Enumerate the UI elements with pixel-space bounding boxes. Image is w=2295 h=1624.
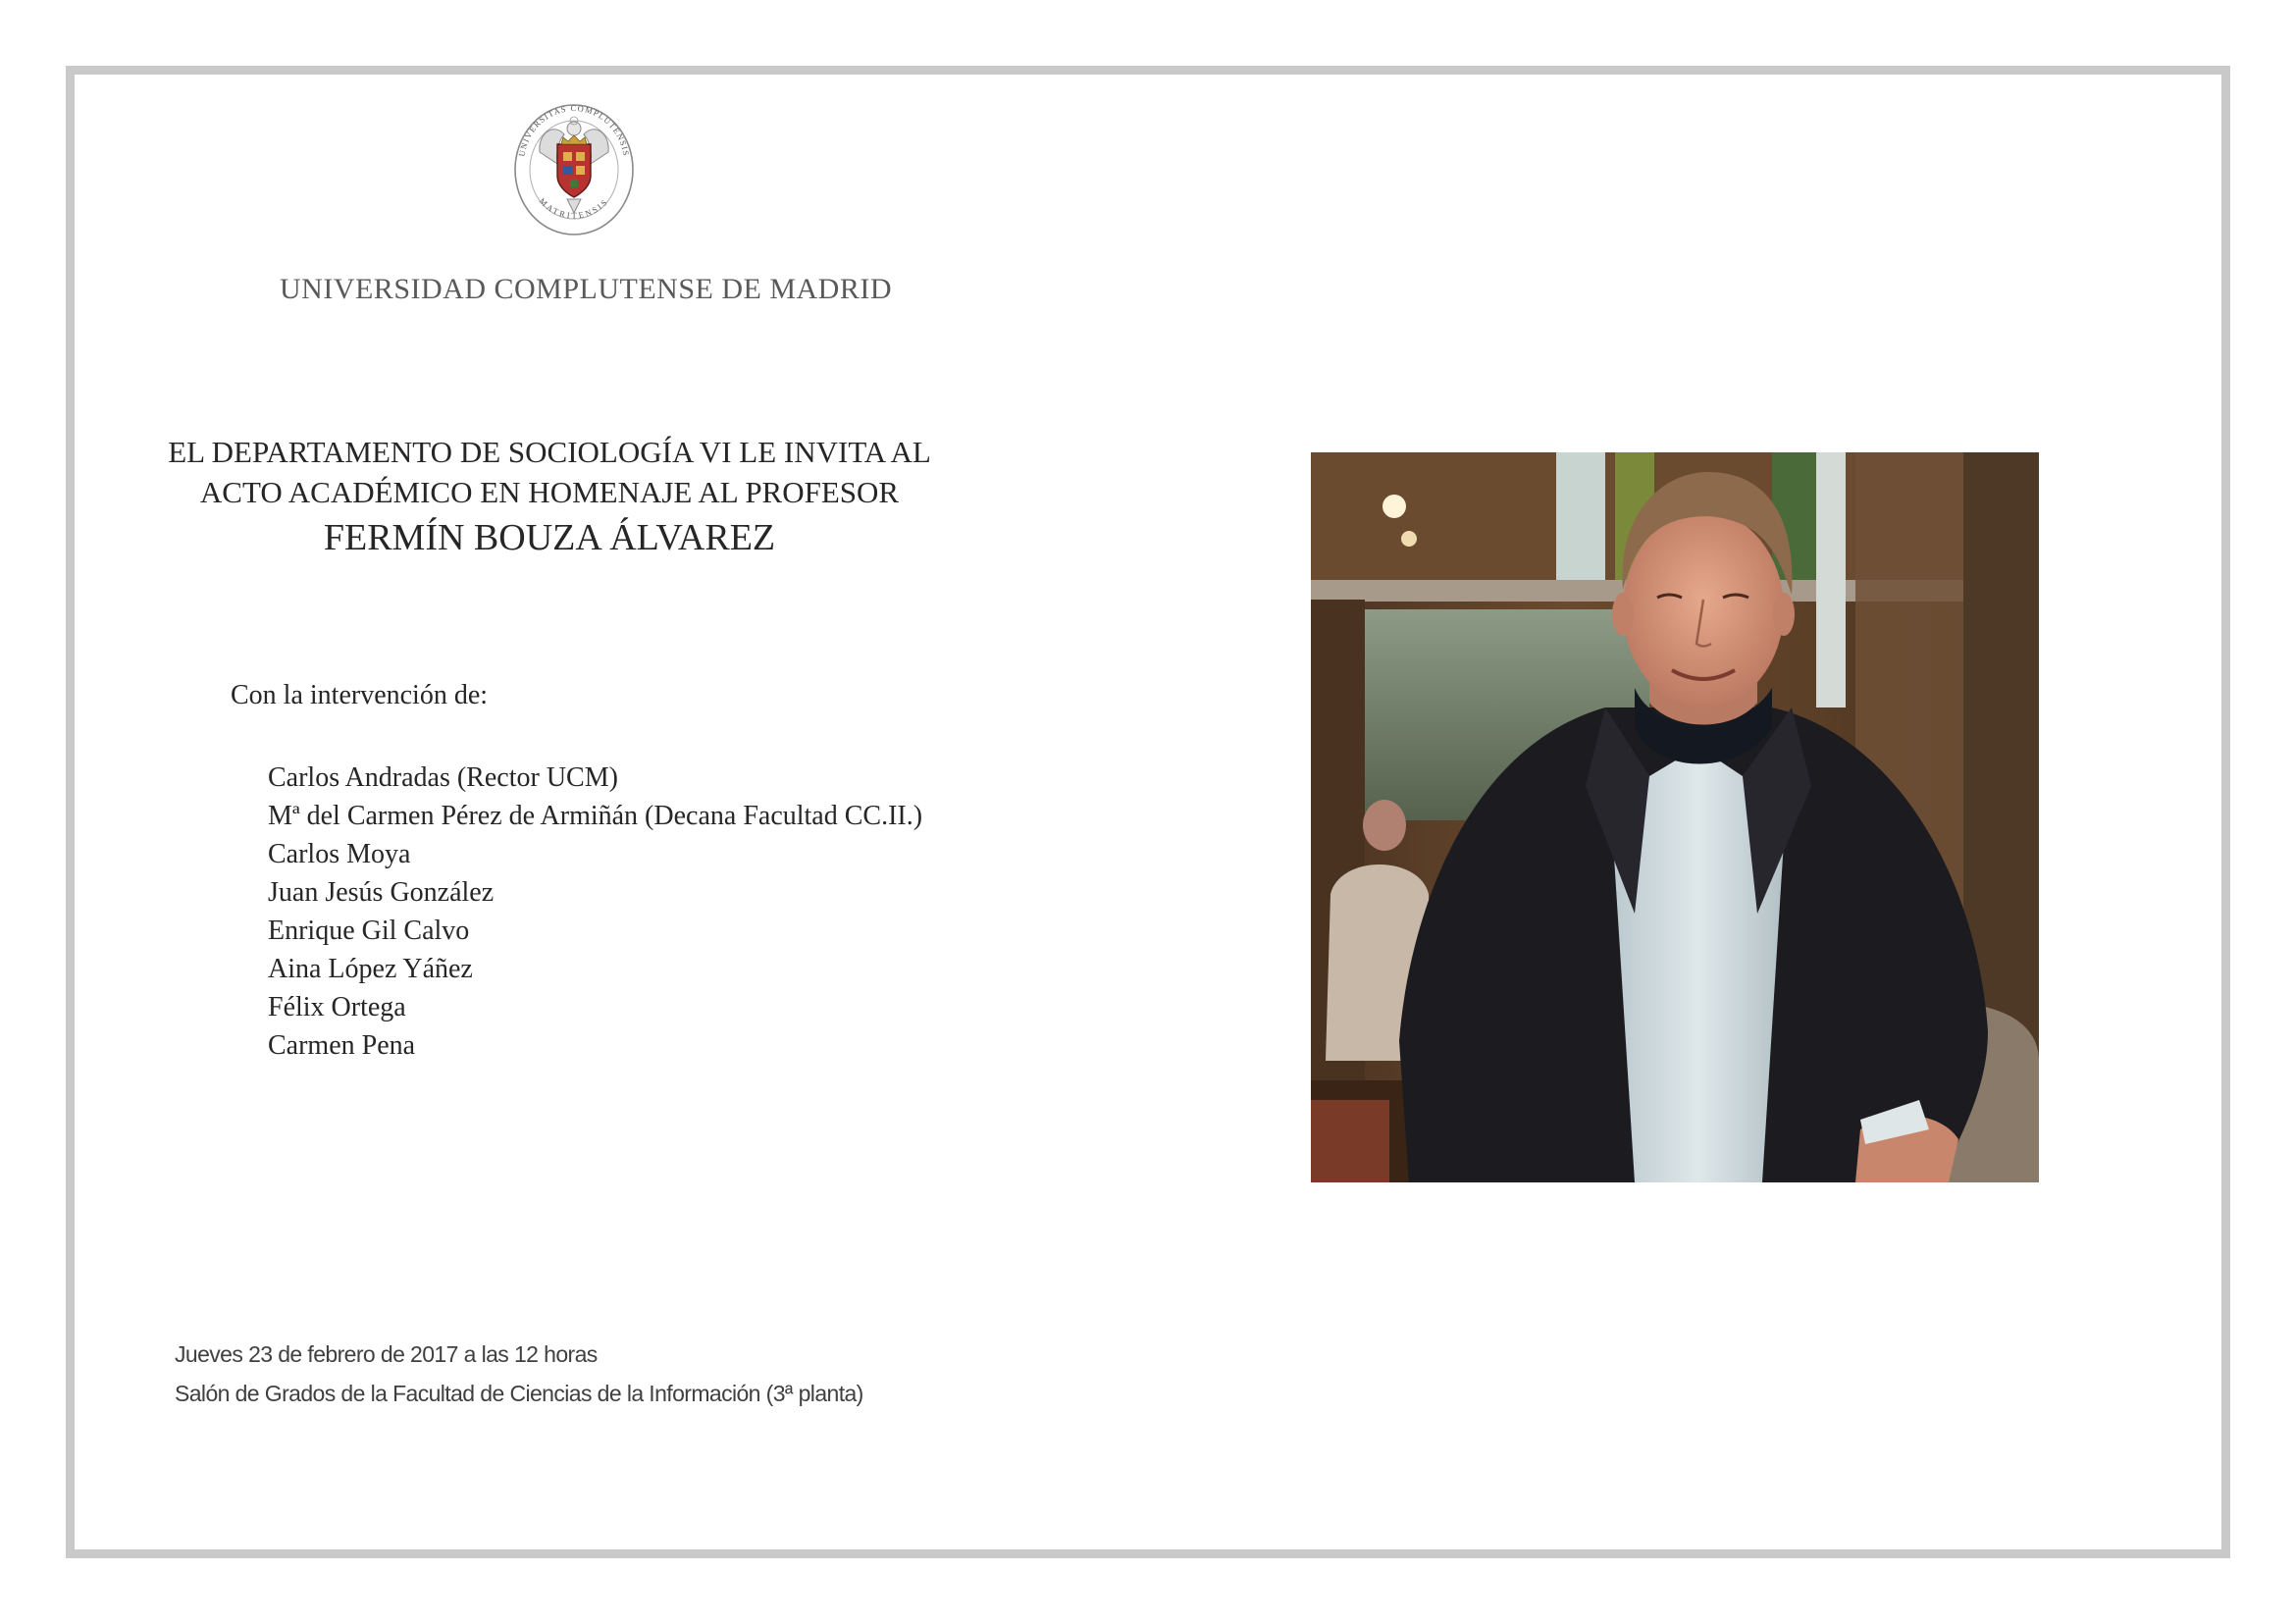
speaker-item: Juan Jesús González	[268, 877, 495, 908]
speaker-item: Félix Ortega	[268, 992, 406, 1022]
svg-text:UNIVERSITAS COMPLUTENSIS: UNIVERSITAS COMPLUTENSIS	[516, 102, 632, 158]
event-date: Jueves 23 de febrero de 2017 a las 12 horas	[175, 1341, 598, 1367]
invitation-line-2: ACTO ACADÉMICO EN HOMENAJE AL PROFESOR	[199, 475, 900, 509]
speaker-item: Carmen Pena	[268, 1030, 416, 1061]
svg-text:MATRITENSIS: MATRITENSIS	[537, 195, 611, 221]
invitation-line-1: EL DEPARTAMENTO DE SOCIOLOGÍA VI LE INVITA AL	[168, 435, 931, 469]
speaker-item: Enrique Gil Calvo	[268, 916, 470, 946]
honoree-photo	[1311, 452, 2039, 1182]
university-name: UNIVERSIDAD COMPLUTENSE DE MADRID	[280, 273, 892, 305]
speaker-item: Carlos Andradas (Rector UCM)	[268, 762, 618, 793]
speaker-item: Aina López Yáñez	[268, 954, 473, 984]
university-seal-icon	[510, 93, 638, 242]
speaker-item: Carlos Moya	[268, 839, 411, 869]
speakers-list	[268, 759, 922, 1065]
honoree-name: FERMÍN BOUZA ÁLVAREZ	[323, 517, 776, 558]
speakers-intro: Con la intervención de:	[231, 680, 489, 710]
event-details	[175, 1335, 863, 1413]
invitation-heading	[157, 432, 942, 563]
speaker-item: Mª del Carmen Pérez de Armiñán (Decana Facultad CC.II.)	[268, 801, 923, 831]
event-venue: Salón de Grados de la Facultad de Ciencias de la Información (3ª planta)	[175, 1381, 863, 1406]
